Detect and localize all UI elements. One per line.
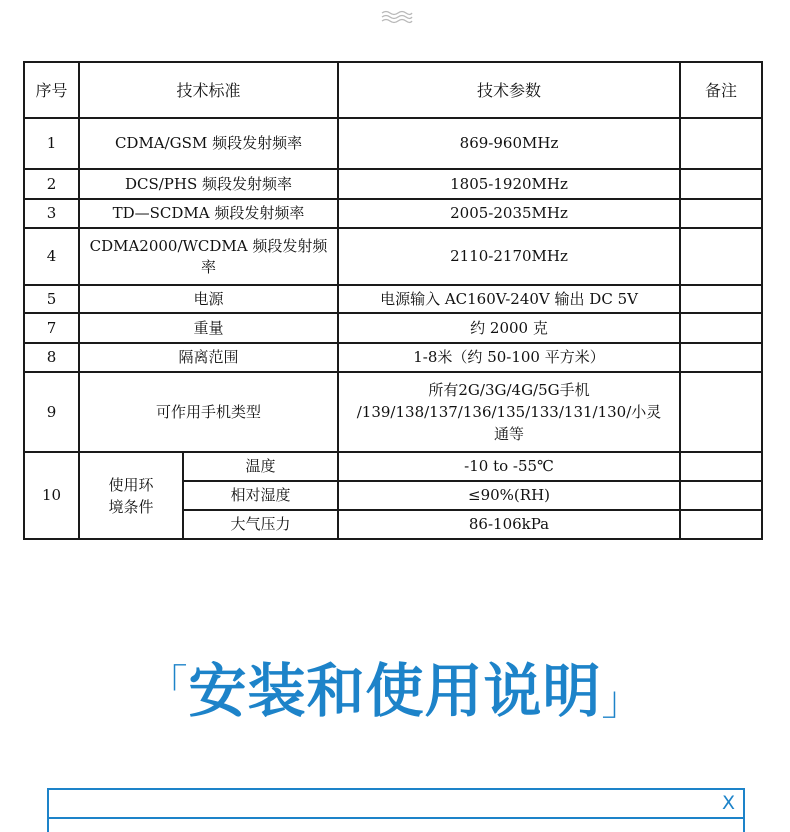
table-row xyxy=(24,285,762,313)
header-note: 备注 xyxy=(680,62,762,118)
row-param: 约 2000 克 xyxy=(338,313,680,343)
row-standard: 可作用手机类型 xyxy=(79,372,338,452)
row-standard: 重量 xyxy=(79,313,338,343)
row-index: 8 xyxy=(24,343,79,372)
header-index: 序号 xyxy=(24,62,79,118)
row-standard: TD—SCDMA 频段发射频率 xyxy=(79,199,338,228)
open-bracket: 「 xyxy=(147,662,189,708)
row-index: 9 xyxy=(24,372,79,452)
table-header-row xyxy=(24,62,762,118)
env-item-name: 大气压力 xyxy=(183,510,338,539)
row-standard: DCS/PHS 频段发射频率 xyxy=(79,169,338,199)
row-standard: CDMA/GSM 频段发射频率 xyxy=(79,118,338,169)
row-param: 1805-1920MHz xyxy=(338,169,680,199)
row-note xyxy=(680,481,762,510)
row-note xyxy=(680,372,762,452)
row-index: 5 xyxy=(24,285,79,313)
spec-table xyxy=(23,61,763,540)
table-row xyxy=(24,313,762,343)
table-row xyxy=(24,169,762,199)
param-line: /139/138/137/136/135/133/131/130/小灵 xyxy=(356,403,662,421)
row-index: 10 xyxy=(24,452,79,539)
row-param: 1-8米（约 50-100 平方米） xyxy=(338,343,680,372)
row-note xyxy=(680,452,762,481)
dialog-box xyxy=(47,788,745,832)
row-param: 869-960MHz xyxy=(338,118,680,169)
row-note xyxy=(680,169,762,199)
row-index: 7 xyxy=(24,313,79,343)
close-bracket: 」 xyxy=(601,678,643,724)
row-standard: 隔离范围 xyxy=(79,343,338,372)
header-standard: 技术标准 xyxy=(79,62,338,118)
row-note xyxy=(680,313,762,343)
table-row xyxy=(24,199,762,228)
close-icon[interactable]: X xyxy=(721,792,735,814)
row-standard: CDMA2000/WCDMA 频段发射频率 xyxy=(79,228,338,285)
section-title-text: 安装和使用说明 xyxy=(188,657,602,725)
row-note xyxy=(680,510,762,539)
table-row xyxy=(24,343,762,372)
row-index: 1 xyxy=(24,118,79,169)
row-param xyxy=(338,372,680,452)
row-param: 2005-2035MHz xyxy=(338,199,680,228)
row-standard: 电源 xyxy=(79,285,338,313)
table-row xyxy=(24,452,762,481)
row-param: 2110-2170MHz xyxy=(338,228,680,285)
row-param: 电源输入 AC160V-240V 输出 DC 5V xyxy=(338,285,680,313)
table-row xyxy=(24,118,762,169)
wave-icon xyxy=(381,10,413,24)
env-item-param: ≤90%(RH) xyxy=(338,481,680,510)
env-item-name: 相对湿度 xyxy=(183,481,338,510)
env-item-name: 温度 xyxy=(183,452,338,481)
param-line: 所有2G/3G/4G/5G手机 xyxy=(428,381,590,399)
row-index: 3 xyxy=(24,199,79,228)
section-title xyxy=(0,656,790,726)
row-note xyxy=(680,343,762,372)
env-item-param: 86-106kPa xyxy=(338,510,680,539)
row-index: 4 xyxy=(24,228,79,285)
row-note xyxy=(680,285,762,313)
table-row xyxy=(24,372,762,452)
row-index: 2 xyxy=(24,169,79,199)
dialog-divider xyxy=(49,817,743,819)
row-note xyxy=(680,118,762,169)
param-line: 通等 xyxy=(494,425,525,443)
env-item-param: -10 to -55℃ xyxy=(338,452,680,481)
row-note xyxy=(680,199,762,228)
row-note xyxy=(680,228,762,285)
env-group-label: 使用环 境条件 xyxy=(79,452,183,539)
header-param: 技术参数 xyxy=(338,62,680,118)
table-row xyxy=(24,228,762,285)
